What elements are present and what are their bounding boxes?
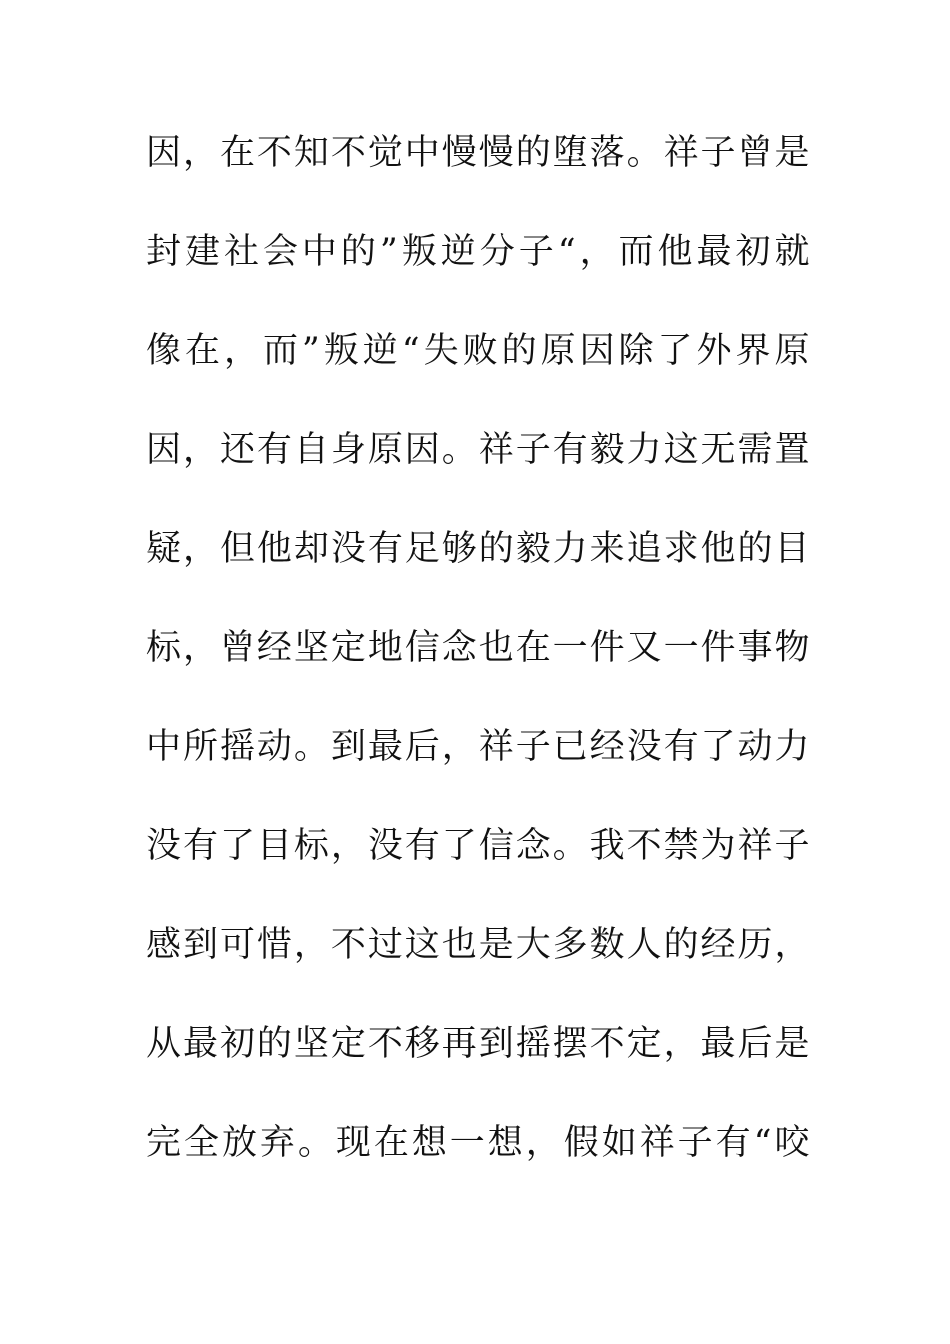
- text-line-10: 从最初的坚定不移再到摇摆不定，最后是: [146, 1024, 810, 1064]
- text-line-11: 完全放弃。现在想一想，假如祥子有“咬: [146, 1123, 810, 1163]
- text-line-2: 封建社会中的”叛逆分子“，而他最初就: [146, 232, 810, 272]
- text-line-1: 因，在不知不觉中慢慢的堕落。祥子曾是: [146, 133, 810, 173]
- text-line-7: 中所摇动。到最后，祥子已经没有了动力: [146, 727, 810, 767]
- body-text: [146, 124, 810, 1213]
- text-line-9: 感到可惜，不过这也是大多数人的经历，: [146, 925, 810, 965]
- text-line-8: 没有了目标，没有了信念。我不禁为祥子: [146, 826, 810, 866]
- text-line-5: 疑，但他却没有足够的毅力来追求他的目: [146, 529, 810, 569]
- text-line-3: 像在，而”叛逆“失败的原因除了外界原: [146, 331, 810, 371]
- text-line-4: 因，还有自身原因。祥子有毅力这无需置: [146, 430, 810, 470]
- text-line-6: 标，曾经坚定地信念也在一件又一件事物: [146, 628, 810, 668]
